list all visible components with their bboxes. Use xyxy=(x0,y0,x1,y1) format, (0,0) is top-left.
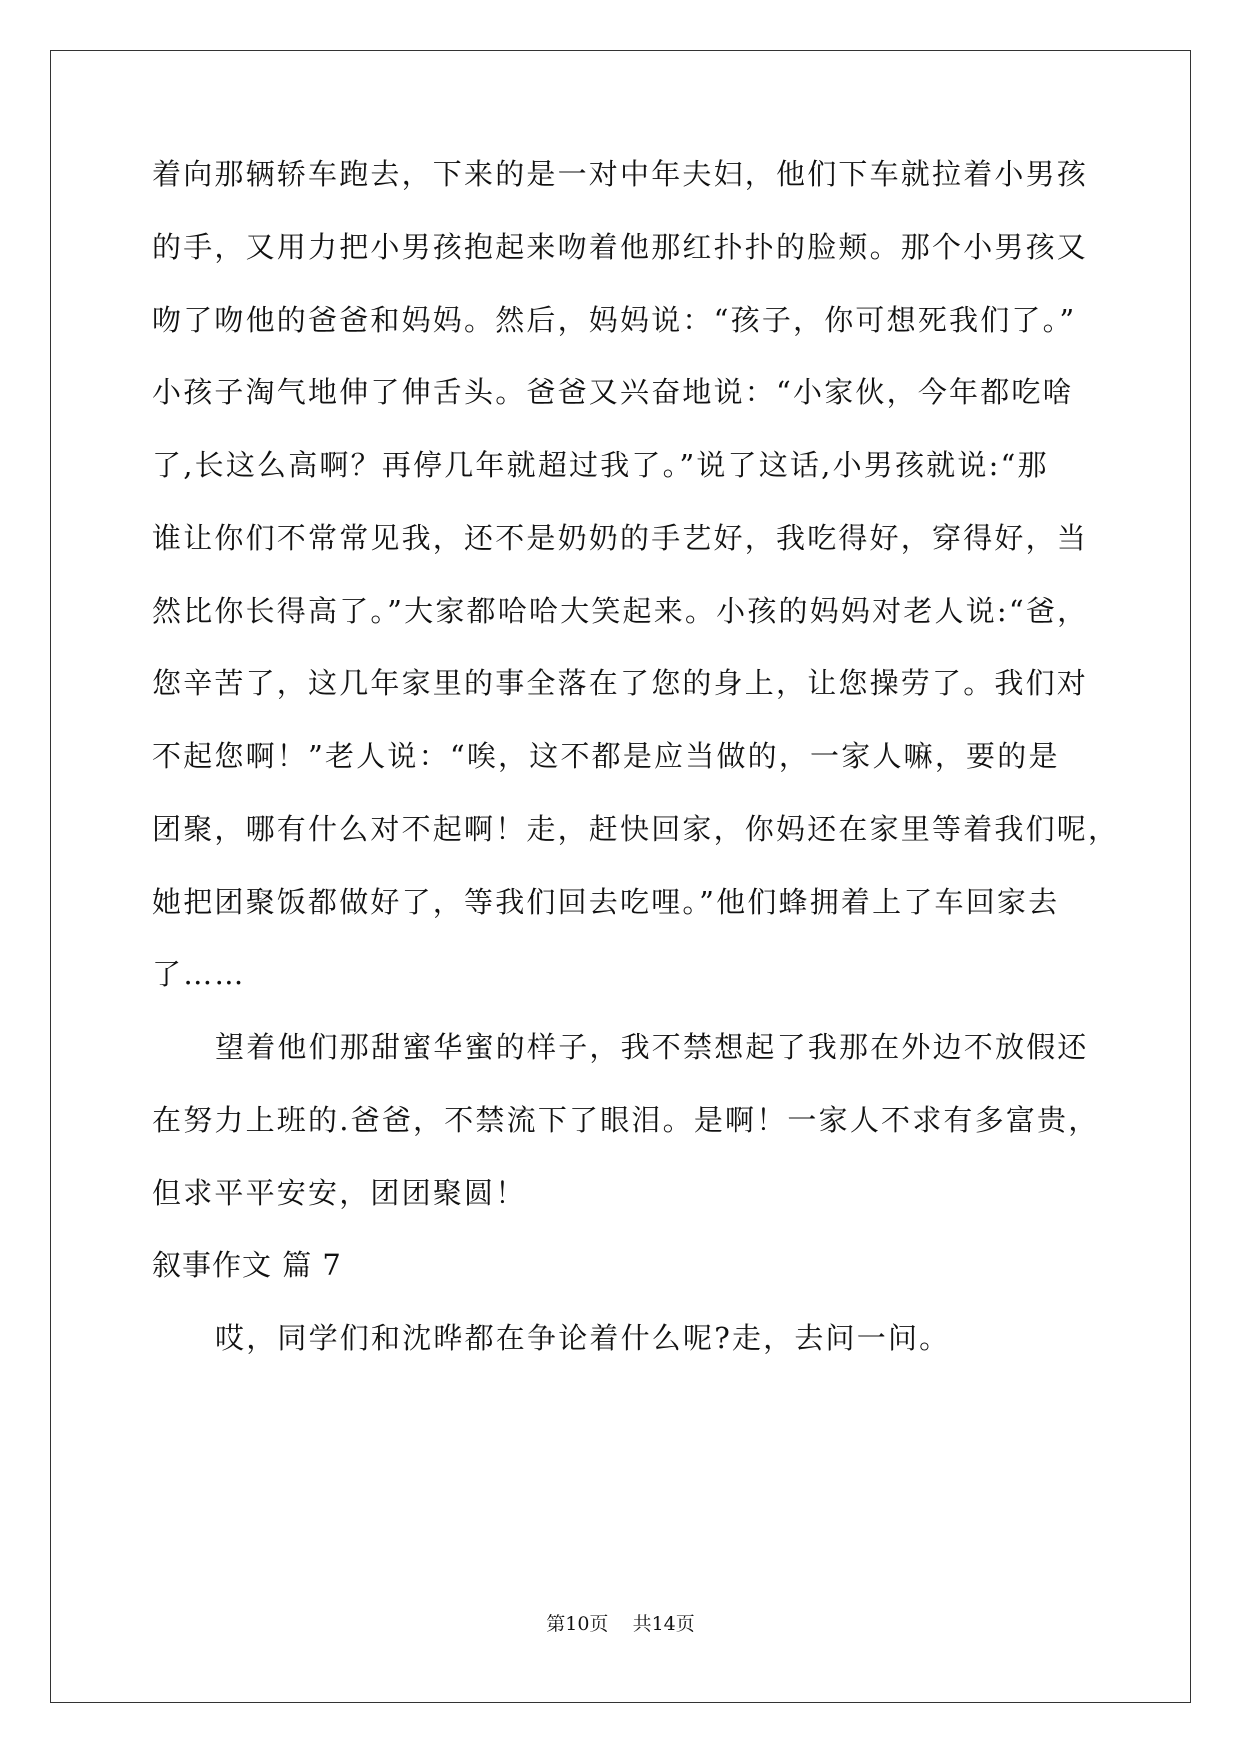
paragraph-start-line: 哎，同学们和沈晔都在争论着什么呢?走，去问一问。 xyxy=(215,1321,951,1355)
body-line: 然比你长得高了。”大家都哈哈大笑起来。小孩的妈妈对老人说:“爸， xyxy=(152,594,1089,628)
page-border xyxy=(50,50,1191,1703)
section-heading: 叙事作文 篇 7 xyxy=(152,1248,342,1282)
body-line: 吻了吻他的爸爸和妈妈。然后，妈妈说：“孩子，你可想死我们了。” xyxy=(152,303,1077,337)
body-line: 团聚，哪有什么对不起啊！走，赶快回家，你妈还在家里等着我们呢， xyxy=(152,812,1120,846)
body-line: 了…… xyxy=(152,957,246,991)
body-line: 谁让你们不常常见我，还不是奶奶的手艺好，我吃得好，穿得好，当 xyxy=(152,521,1089,555)
body-line: 她把团聚饭都做好了，等我们回去吃哩。”他们蜂拥着上了车回家去 xyxy=(152,885,1060,919)
body-line: 的手，又用力把小男孩抱起来吻着他那红扑扑的脸颊。那个小男孩又 xyxy=(152,230,1089,264)
body-line: 您辛苦了，这几年家里的事全落在了您的身上，让您操劳了。我们对 xyxy=(152,666,1089,700)
body-line: 在努力上班的.爸爸，不禁流下了眼泪。是啊！一家人不求有多富贵， xyxy=(152,1103,1100,1137)
body-line: 着向那辆轿车跑去，下来的是一对中年夫妇，他们下车就拉着小男孩 xyxy=(152,157,1089,191)
page-footer: 第10页 共14页 xyxy=(546,1613,695,1635)
paragraph-start-line: 望着他们那甜蜜华蜜的样子，我不禁想起了我那在外边不放假还 xyxy=(215,1030,1089,1064)
body-line: 了,长这么高啊？再停几年就超过我了。”说了这话,小男孩就说:“那 xyxy=(152,448,1049,482)
body-line: 小孩子淘气地伸了伸舌头。爸爸又兴奋地说：“小家伙，今年都吃啥 xyxy=(152,375,1074,409)
body-line: 但求平平安安，团团聚圆！ xyxy=(152,1176,527,1210)
body-line: 不起您啊！”老人说：“唉，这不都是应当做的，一家人嘛，要的是 xyxy=(152,739,1060,773)
